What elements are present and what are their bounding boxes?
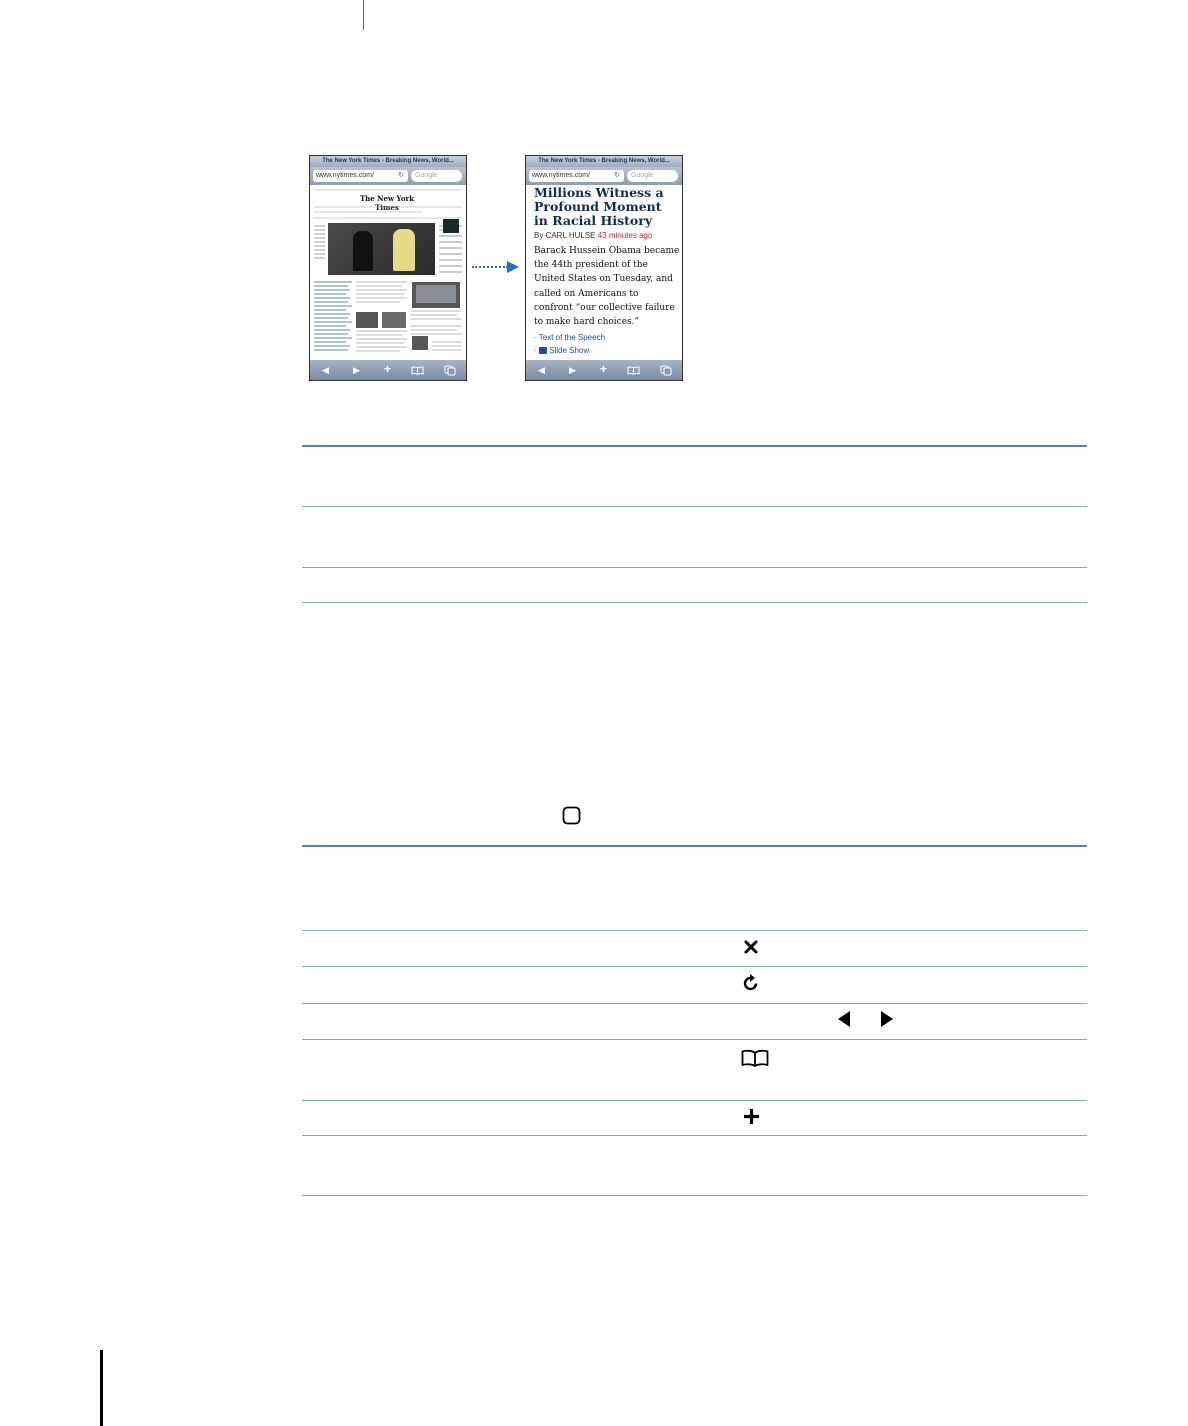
speech-link[interactable]: · Text of the Speech xyxy=(534,333,606,342)
left-screenshot xyxy=(309,155,467,381)
url-field[interactable] xyxy=(529,170,624,182)
reload-icon[interactable]: ↻ xyxy=(614,172,620,179)
page-edge-rule xyxy=(100,0,102,1426)
article-body: Barack Hussein Obama became the 44th president of the United States on Tuesday, and called on Americans to confront “our collective failure to make hard choices.” xyxy=(534,246,680,328)
forward-icon[interactable]: ▶ xyxy=(569,365,576,375)
masthead: The New York Times xyxy=(359,194,415,212)
stop-icon xyxy=(743,939,759,955)
url-field[interactable] xyxy=(313,170,408,182)
forward-icon[interactable]: ▶ xyxy=(353,365,360,375)
table1-row-rule xyxy=(302,567,1087,568)
forward-icon xyxy=(879,1010,895,1028)
byline-time: 43 minutes ago xyxy=(597,231,653,240)
table2-row-rule xyxy=(302,1003,1087,1004)
slideshow-link-label: Slide Show xyxy=(549,346,590,355)
back-icon xyxy=(836,1010,852,1028)
title-bar: The New York Times - Breaking News, World... xyxy=(526,156,682,167)
table2-row-rule xyxy=(302,1039,1087,1040)
arrow-dots xyxy=(472,266,508,268)
speech-link-label: Text of the Speech xyxy=(538,333,606,342)
table2-row-rule xyxy=(302,930,1087,931)
table2-top-rule xyxy=(302,845,1087,847)
byline-author: By CARL HULSE xyxy=(534,231,596,240)
bookmarks-icon xyxy=(741,1049,769,1067)
bottom-toolbar xyxy=(310,360,466,380)
table2-bottom-rule xyxy=(302,1195,1087,1196)
pages-icon[interactable] xyxy=(660,365,672,376)
bookmarks-icon[interactable] xyxy=(411,366,424,375)
back-icon[interactable]: ◀ xyxy=(322,365,329,375)
address-bar xyxy=(310,167,466,185)
home-button-icon xyxy=(562,806,581,825)
reload-icon xyxy=(742,973,760,992)
inauguration-photo xyxy=(328,223,435,275)
camera-icon xyxy=(539,347,547,354)
top-margin-rule xyxy=(363,0,364,30)
bottom-toolbar xyxy=(526,360,682,380)
back-icon[interactable]: ◀ xyxy=(538,365,545,375)
reload-icon[interactable]: ↻ xyxy=(398,172,404,179)
table2-row-rule xyxy=(302,1100,1087,1101)
table2-row-rule xyxy=(302,1135,1087,1136)
bookmarks-icon[interactable] xyxy=(627,366,640,375)
table1-row-rule xyxy=(302,506,1087,507)
add-icon[interactable]: + xyxy=(384,362,392,376)
title-bar: The New York Times - Breaking News, World... xyxy=(310,156,466,167)
slideshow-link[interactable]: · Slide Show xyxy=(534,346,590,355)
page-thumbnail xyxy=(312,186,464,358)
pages-icon[interactable] xyxy=(444,365,456,376)
article-headline[interactable]: Millions Witness a Profound Moment in Racial History xyxy=(534,185,664,228)
add-icon[interactable]: + xyxy=(600,362,608,376)
table2-row-rule xyxy=(302,966,1087,967)
byline xyxy=(534,231,652,240)
bottom-margin-rule xyxy=(100,1350,103,1426)
table1-top-rule xyxy=(302,445,1087,447)
search-field[interactable]: Google xyxy=(627,170,678,182)
table1-bottom-rule xyxy=(302,602,1087,603)
search-field[interactable]: Google xyxy=(411,170,462,182)
add-icon xyxy=(743,1108,760,1125)
url-text: www.nytimes.com/ xyxy=(316,172,374,179)
url-text: www.nytimes.com/ xyxy=(532,172,590,179)
address-bar xyxy=(526,167,682,185)
right-screenshot xyxy=(525,155,683,381)
zoom-arrow-icon xyxy=(507,261,519,273)
